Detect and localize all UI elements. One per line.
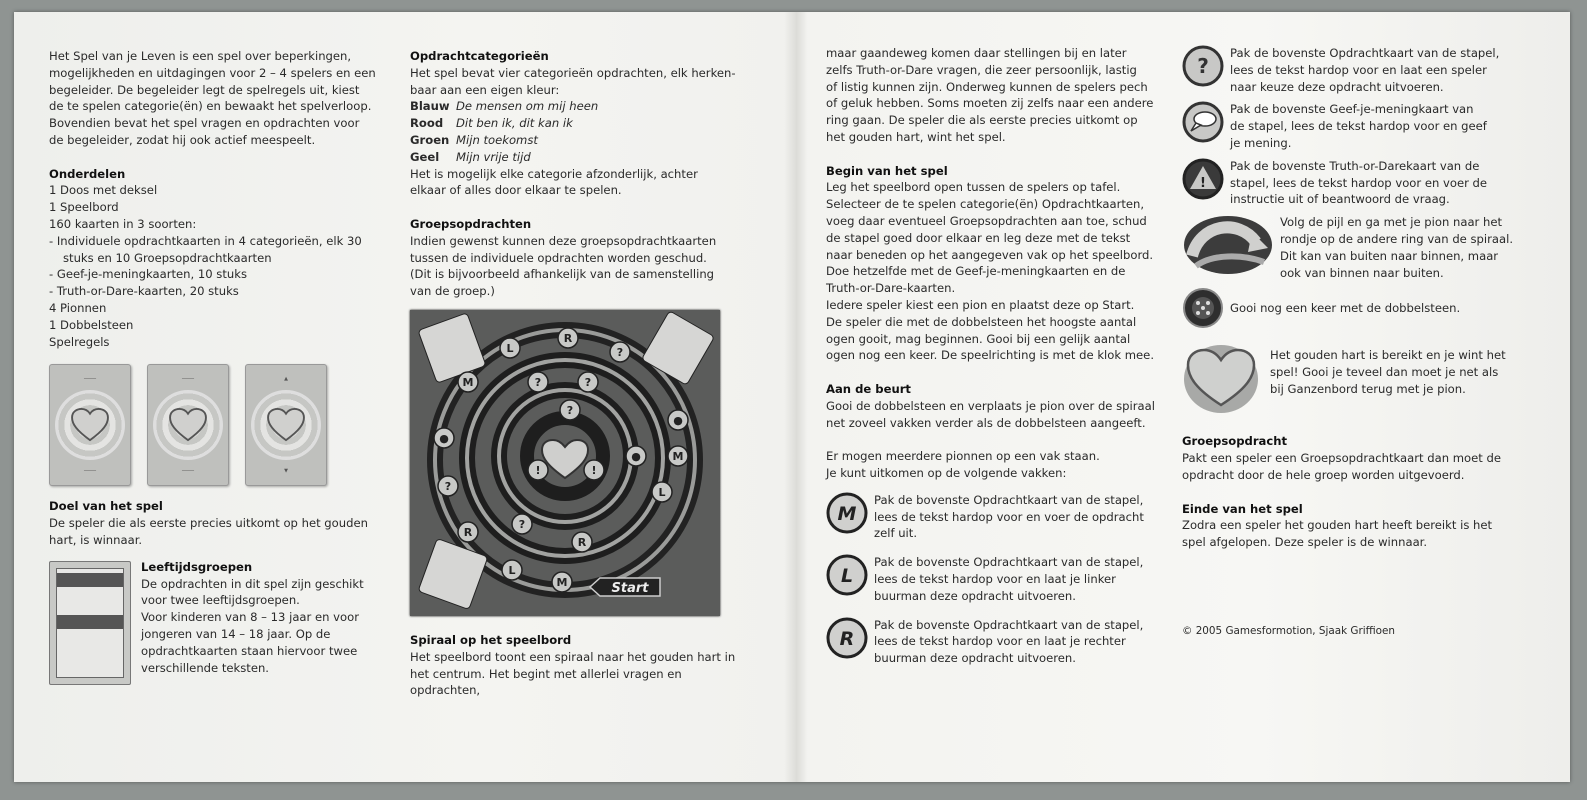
question-square-row (1182, 45, 1542, 95)
parts-sub-item: - Individuele opdrachtkaarten in 4 categorieën, elk 30 stuks en 10 Groepsopdrachtkaarten (49, 233, 362, 265)
end-line: Zodra een speler het gouden hart heeft bereikt is het (1182, 518, 1493, 533)
group-task-heading: Groepsopdracht (1182, 434, 1288, 449)
cont-line: maar gaandeweg komen daar stellingen bij en later (826, 46, 1127, 60)
question-line: Pak de bovenste Opdrachtkaart van de stapel, (1230, 46, 1500, 60)
svg-text:●: ● (439, 432, 449, 445)
group-line: Indien gewenst kunnen deze groepsopdrachtkaarten (410, 233, 717, 248)
svg-text:R: R (577, 536, 587, 549)
card-truth-or-dare-image: ▲ ▼ (245, 364, 327, 486)
begin-line: De speler die met de dobbelsteen het hoogste aantal (826, 314, 1137, 329)
begin-line: ogen gooit, mag beginnen. Gooi bij een gelijk aantal (826, 331, 1131, 346)
category-row (410, 98, 755, 115)
svg-text:R: R (563, 332, 573, 345)
begin-line: de stapel goed door elkaar en leg deze met de tekst (826, 230, 1131, 245)
svg-text:?: ? (444, 480, 452, 493)
group-line: tussen de individuele opdrachten worden geschud. (410, 250, 707, 265)
svg-text:●: ● (673, 414, 683, 427)
category-name: Groen (410, 132, 450, 147)
begin-line: voeg daar eventueel Groepsopdrachten aan toe, schud (826, 213, 1147, 228)
age-line: verschillende teksten. (141, 660, 269, 675)
begin-line: Doe hetzelfde met de Geef-je-meningkaarten en de (826, 264, 1126, 279)
svg-text:L: L (506, 342, 514, 355)
speech-bubble-icon (1182, 101, 1224, 143)
parts-sub-item: - Truth-or-Dare-kaarten, 20 stuks (49, 284, 239, 299)
begin-line: naar beneden op het aangegeven vak op het speelbord. (826, 247, 1154, 262)
rulebook-spread (14, 12, 1570, 782)
age-line: Voor kinderen van 8 – 13 jaar en voor (141, 610, 359, 625)
parts-item: 160 kaarten in 3 soorten: (49, 216, 197, 231)
column-right-1 (826, 45, 1171, 667)
categories-heading: Opdrachtcategorieën (410, 49, 549, 63)
categories-intro: baar aan een eigen kleur: (410, 82, 560, 97)
goal-line: De speler die als eerste precies uitkomt op het gouden (49, 516, 368, 531)
square-m-line: zelf uit. (874, 526, 918, 541)
goal-heading: Doel van het spel (49, 499, 163, 514)
intro-line: mogelijkheden en uitdagingen voor 2 – 4 spelers en een (49, 65, 376, 80)
svg-text:!: ! (1200, 175, 1206, 191)
svg-text:?: ? (518, 518, 526, 531)
heart-icon (267, 408, 305, 442)
end-heading: Einde van het spel (1182, 501, 1303, 516)
begin-line: Truth-or-Dare-kaarten. (826, 281, 956, 296)
svg-text:L: L (658, 486, 666, 499)
column-left (49, 48, 394, 685)
column-right-2 (1182, 45, 1542, 640)
square-l-line: Pak de bovenste Opdrachtkaart van de stapel, (874, 555, 1144, 570)
category-desc: Mijn vrije tijd (456, 149, 531, 164)
spiral-section (410, 632, 755, 699)
heart-line: Het gouden hart is bereikt en je wint het (1270, 348, 1506, 363)
end-line: spel afgelopen. Deze speler is de winnaar. (1182, 535, 1428, 550)
cont-line: ring gaan. De speler die als eerste precies uitkomt op (826, 113, 1138, 128)
more-line: Je kunt uitkomen op de volgende vakken: (826, 465, 1067, 480)
intro-line: begeleider. De begeleider legt de spelregels uit, kiest (49, 82, 360, 97)
turn-heading: Aan de beurt (826, 381, 911, 396)
svg-text:M: M (462, 376, 474, 389)
parts-item: 1 Doos met deksel (49, 183, 158, 198)
svg-text:M: M (837, 502, 857, 525)
svg-text:●: ● (631, 450, 641, 463)
categories-outro: Het is mogelijk elke categorie afzonderlijk, achter (410, 166, 698, 181)
svg-text:?: ? (584, 376, 592, 389)
question-line: lees de tekst hardop voor en laat een speler (1230, 62, 1487, 77)
group-task-line: opdracht door de hele groep worden uitgevoerd. (1182, 467, 1465, 482)
card-examples (49, 364, 394, 486)
copyright: © 2005 Gamesformotion, Sjaak Griffioen (1182, 624, 1396, 637)
heart-icon (169, 408, 207, 442)
square-r-line: Pak de bovenste Opdrachtkaart van de stapel, (874, 617, 1144, 632)
spiral-line: het centrum. Het begint met allerlei vragen en opdrachten, (410, 666, 682, 698)
square-l-row (826, 554, 1171, 604)
group-heading: Groepsopdrachten (410, 216, 532, 231)
arrow-square-row (1182, 214, 1542, 281)
intro-line: Bovendien bevat het spel vragen en opdrachten voor (49, 116, 360, 131)
dare-square-row (1182, 158, 1542, 208)
curved-arrow-icon (1182, 214, 1274, 276)
turn-line: net zoveel vakken verder als de dobbelsteen aangeeft. (826, 415, 1146, 430)
categories-intro: Het spel bevat vier categorieën opdrachten, elk herken- (410, 65, 736, 80)
parts-item: 1 Speelbord (49, 200, 119, 215)
more-line: Er mogen meerdere pionnen op een vak staan. (826, 449, 1100, 464)
age-line: De opdrachten in dit spel zijn geschikt (141, 576, 364, 591)
intro-line: de begeleider, zodat hij ook actief meespeelt. (49, 132, 316, 147)
category-desc: De mensen om mij heen (456, 99, 599, 114)
cont-line: zelfs Truth-or-Dare vragen, die zeer persoonlijk, lastig (826, 62, 1137, 77)
square-r-line: buurman deze opdracht uitvoeren. (874, 651, 1076, 666)
heart-icon (71, 408, 109, 442)
begin-line: Leg het speelbord open tussen de spelers op tafel. (826, 180, 1121, 195)
age-line: jongeren van 14 – 18 jaar. Op de (141, 626, 331, 641)
dice-icon (1182, 287, 1224, 329)
category-name: Geel (410, 149, 440, 164)
heart-line: bij Ganzenbord terug met je pion. (1270, 381, 1466, 396)
arrow-line: ook van binnen naar buiten. (1280, 265, 1444, 280)
category-name: Rood (410, 116, 444, 131)
begin-line: Selecteer de te spelen categorie(ën) Opdrachtkaarten, (826, 197, 1145, 212)
age-card-image (49, 561, 131, 685)
category-desc: Mijn toekomst (456, 132, 538, 147)
arrow-line: Volg de pijl en ga met je pion naar het (1280, 215, 1503, 230)
r-square-icon (826, 617, 868, 659)
svg-text:R: R (839, 627, 855, 650)
age-heading: Leeftijdsgroepen (141, 559, 253, 574)
warning-triangle-icon (1182, 158, 1224, 200)
cont-line: het gouden hart, wint het spel. (826, 129, 1006, 144)
opinion-line: je mening. (1230, 135, 1292, 150)
turn-line: Gooi de dobbelsteen en verplaats je pion over de spiraal (826, 398, 1155, 413)
svg-text:?: ? (566, 404, 574, 417)
heart-square-row (1182, 343, 1542, 415)
spiral-heading: Spiraal op het speelbord (410, 633, 572, 647)
opinion-square-row (1182, 101, 1542, 151)
arrow-line: Dit kan van buiten naar binnen, maar (1280, 248, 1499, 263)
parts-item: Spelregels (49, 334, 110, 349)
square-m-line: Pak de bovenste Opdrachtkaart van de stapel, (874, 492, 1144, 507)
opinion-line: Pak de bovenste Geef-je-meningkaart van (1230, 102, 1474, 117)
parts-sub-item: - Geef-je-meningkaarten, 10 stuks (49, 267, 247, 282)
svg-text:!: ! (535, 464, 541, 477)
opinion-line: de stapel, lees de tekst hardop voor en geef (1230, 119, 1487, 134)
spiral-line: Het speelbord toont een spiraal naar het gouden hart in (410, 649, 736, 664)
card-opdracht-image: ──── ──── (49, 364, 131, 486)
golden-heart-icon (1182, 343, 1260, 415)
category-row (410, 149, 755, 166)
category-row (410, 115, 755, 132)
svg-text:L: L (508, 564, 516, 577)
category-row (410, 132, 755, 149)
category-desc: Dit ben ik, dit kan ik (456, 116, 573, 131)
svg-text:?: ? (616, 346, 624, 359)
parts-item: 4 Pionnen (49, 300, 107, 315)
goal-line: hart, is winnaar. (49, 532, 143, 547)
age-line: voor twee leeftijdsgroepen. (141, 593, 300, 608)
m-square-icon (826, 492, 868, 534)
heart-line: spel! Gooi je teveel dan moet je net als (1270, 365, 1499, 380)
parts-item: 1 Dobbelsteen (49, 317, 134, 332)
parts-heading: Onderdelen (49, 166, 126, 181)
begin-heading: Begin van het spel (826, 163, 948, 178)
question-mark-icon (1182, 45, 1224, 87)
square-r-line: lees de tekst hardop voor en laat je rechter (874, 634, 1126, 649)
svg-text:L: L (840, 565, 854, 588)
group-line: van de groep.) (410, 284, 495, 299)
question-line: naar keuze deze opdracht uitvoeren. (1230, 79, 1444, 94)
intro-line: de te spelen categorie(ën) en bewaakt het spelverloop. (49, 99, 372, 114)
l-square-icon (826, 554, 868, 596)
square-m-row (826, 492, 1171, 542)
categories-outro: elkaar of alles door elkaar te spelen. (410, 183, 622, 198)
dare-line: Pak de bovenste Truth-or-Darekaart van de (1230, 158, 1480, 173)
group-line: (Dit is bijvoorbeeld afhankelijk van de samenstelling (410, 267, 715, 282)
board-start-label: Start (611, 581, 649, 596)
dice-line: Gooi nog een keer met de dobbelsteen. (1230, 300, 1461, 315)
intro-line: Het Spel van je Leven is een spel over beperkingen, (49, 49, 352, 63)
svg-text:?: ? (534, 376, 542, 389)
svg-text:M: M (672, 450, 684, 463)
square-l-line: lees de tekst hardop voor en laat je linker (874, 571, 1116, 586)
dare-line: stapel, lees de tekst hardop voor en voer de (1230, 175, 1488, 190)
group-task-line: Pakt een speler een Groepsopdrachtkaart dan moet de (1182, 451, 1501, 466)
column-middle (410, 48, 755, 300)
square-r-row (826, 617, 1171, 667)
arrow-line: rondje op de andere ring van de spiraal. (1280, 231, 1514, 246)
begin-line: Iedere speler kiest een pion en plaatst deze op Start. (826, 297, 1135, 312)
svg-text:M: M (556, 576, 568, 589)
square-m-line: lees de tekst hardop voor en voer de opdracht (874, 509, 1144, 524)
svg-text:?: ? (1197, 54, 1209, 78)
age-line: opdrachtkaarten staan hiervoor twee (141, 643, 358, 658)
svg-text:R: R (463, 526, 473, 539)
card-mening-image: ──── ──── (147, 364, 229, 486)
cont-line: of geluk hebben. Soms moeten zij zelfs naar een andere (826, 96, 1154, 111)
age-section (49, 559, 394, 685)
cont-line: of listig kunnen zijn. Onderweg kunnen de spelers pech (826, 79, 1148, 94)
begin-line: ogen nog een keer. De speelrichting is met de klok mee. (826, 348, 1154, 363)
dare-line: instructie uit of beantwoord de vraag. (1230, 192, 1450, 207)
game-board-image (410, 310, 720, 616)
category-name: Blauw (410, 99, 450, 114)
dice-square-row (1182, 287, 1542, 329)
square-l-line: buurman deze opdracht uitvoeren. (874, 588, 1076, 603)
svg-text:!: ! (591, 464, 597, 477)
